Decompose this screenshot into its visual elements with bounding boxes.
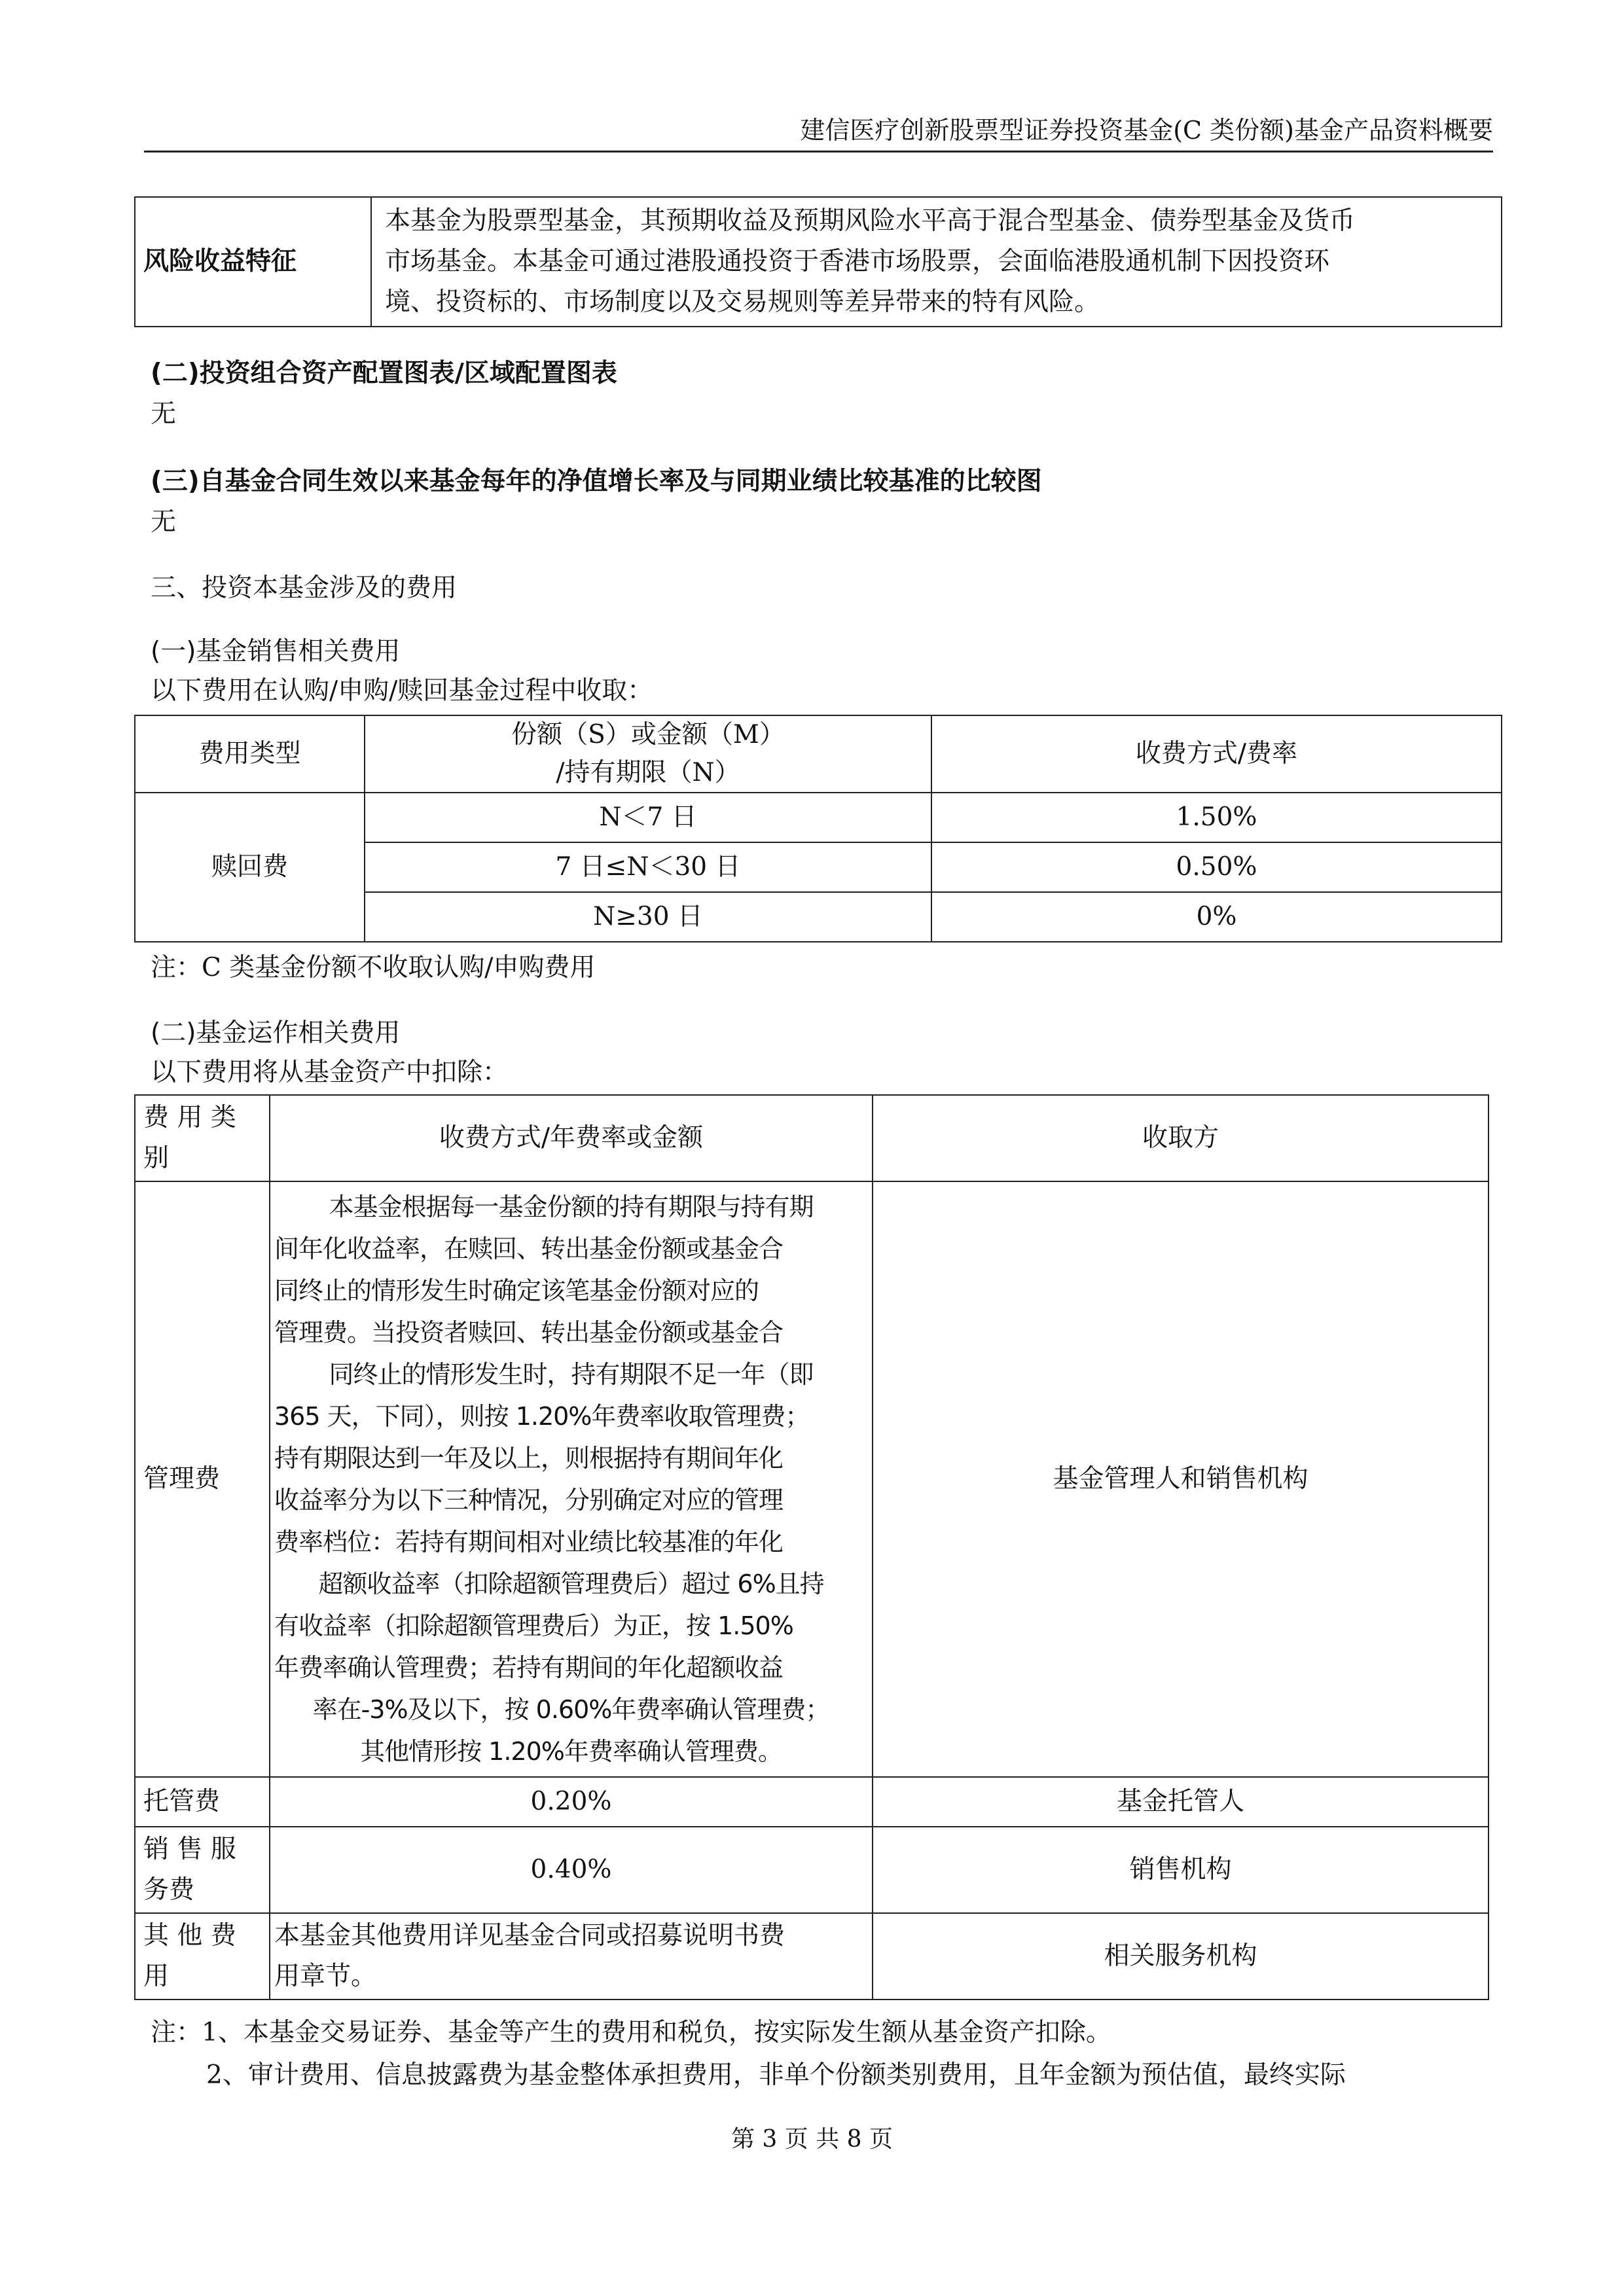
risk-description [371,197,1502,327]
sales-service-fee-receiver: 销售机构 [873,1827,1489,1913]
subsection-intro: 以下费用在认购/申购/赎回基金过程中收取： [151,676,653,706]
operating-fees-table [134,1094,1489,2000]
col-rate: 收费方式/费率 [931,715,1502,793]
col-fee-type: 费用类型 [135,715,365,793]
risk-line: 市场基金。本基金可通过港股通投资于香港市场股票，会面临港股通机制下因投资环 [385,247,1330,276]
section-body: 无 [151,507,177,537]
section-heading: 三、投资本基金涉及的费用 [151,573,458,603]
sales-fees-note: 注：C 类基金份额不收取认购/申购费用 [151,953,596,982]
method-line: 用章节。 [274,1962,377,1991]
document-header [144,111,1493,152]
method-line: 费率档位：若持有期间相对业绩比较基准的年化 [274,1528,784,1556]
col-amount [365,715,931,793]
risk-label: 风险收益特征 [135,197,371,327]
management-fee-receiver: 基金管理人和销售机构 [873,1181,1489,1777]
method-line: 同终止的情形发生时，持有期限不足一年（即 [329,1360,814,1389]
method-line: 同终止的情形发生时确定该笔基金份额对应的 [274,1276,759,1305]
period-cell: N＜7 日 [365,793,931,842]
method-line: 超额收益率（扣除超额管理费后）超过 6%且持 [318,1570,824,1598]
period-cell: 7 日≤N＜30 日 [365,842,931,892]
other-fee-name [135,1913,270,2000]
col-op-type-line: 费 用 类 [143,1103,236,1132]
sales-service-fee-name [135,1827,270,1913]
custody-fee-receiver: 基金托管人 [873,1777,1489,1827]
subsection-heading: (二)基金运作相关费用 [151,1018,401,1048]
col-method: 收费方式/年费率或金额 [270,1095,873,1181]
method-line: 管理费。当投资者赎回、转出基金份额或基金合 [274,1318,784,1347]
subsection-intro: 以下费用将从基金资产中扣除： [151,1058,509,1087]
management-fee-method [270,1181,873,1777]
operating-fees-note-2: 2、审计费用、信息披露费为基金整体承担费用，非单个份额类别费用，且年金额为预估值，最终实际 [206,2060,1346,2090]
method-line: 年费率确认管理费；若持有期间的年化超额收益 [274,1653,784,1682]
fee-name-line: 用 [143,1962,170,1991]
col-amount-line: 份额（S）或金额（M） [511,720,785,749]
method-line: 持有期限达到一年及以上，则根据持有期间年化 [274,1444,784,1473]
section-body: 无 [151,399,177,429]
col-amount-line: /持有期限（N） [556,758,740,787]
section-heading: (三)自基金合同生效以来基金每年的净值增长率及与同期业绩比较基准的比较图 [151,467,1042,496]
method-line: 本基金根据每一基金份额的持有期限与持有期 [329,1193,814,1221]
sales-fees-table [134,715,1502,942]
custody-fee-name: 托管费 [135,1777,270,1827]
operating-fees-note-1: 注：1、本基金交易证券、基金等产生的费用和税负，按实际发生额从基金资产扣除。 [151,2018,1111,2047]
management-fee-name: 管理费 [135,1181,270,1777]
other-fee-method [270,1913,873,2000]
header-title: 建信医疗创新股票型证券投资基金(C 类份额)基金产品资料概要 [800,116,1493,145]
sales-service-fee-rate: 0.40% [270,1827,873,1913]
risk-line: 境、投资标的、市场制度以及交易规则等差异带来的特有风险。 [385,287,1100,317]
fee-name: 赎回费 [135,793,365,942]
fee-name-line: 销 售 服 [143,1835,236,1864]
method-line: 本基金其他费用详见基金合同或招募说明书费 [274,1921,785,1950]
risk-return-table [134,196,1502,327]
custody-fee-rate: 0.20% [270,1777,873,1827]
fee-name-line: 其 他 费 [143,1921,236,1950]
fee-name-line: 务费 [143,1875,195,1905]
other-fee-receiver: 相关服务机构 [873,1913,1489,2000]
col-op-type-line: 别 [143,1143,170,1173]
subsection-heading: (一)基金销售相关费用 [151,637,401,666]
method-line: 间年化收益率，在赎回、转出基金份额或基金合 [274,1234,784,1263]
method-line: 率在-3%及以下，按 0.60%年费率确认管理费； [312,1695,830,1724]
method-line: 收益率分为以下三种情况，分别确定对应的管理 [274,1486,784,1515]
col-op-type [135,1095,270,1181]
method-line: 其他情形按 1.20%年费率确认管理费。 [360,1737,782,1766]
method-line: 有收益率（扣除超额管理费后）为正，按 1.50% [274,1611,793,1640]
rate-cell: 1.50% [931,793,1502,842]
period-cell: N≥30 日 [365,892,931,942]
risk-line: 本基金为股票型基金，其预期收益及预期风险水平高于混合型基金、债券型基金及货币 [385,206,1356,236]
section-heading: (二)投资组合资产配置图表/区域配置图表 [151,359,617,388]
rate-cell: 0.50% [931,842,1502,892]
method-line: 365 天，下同），则按 1.20%年费率收取管理费； [274,1402,810,1431]
col-receiver: 收取方 [873,1095,1489,1181]
rate-cell: 0% [931,892,1502,942]
page-number: 第 3 页 共 8 页 [731,2126,893,2153]
